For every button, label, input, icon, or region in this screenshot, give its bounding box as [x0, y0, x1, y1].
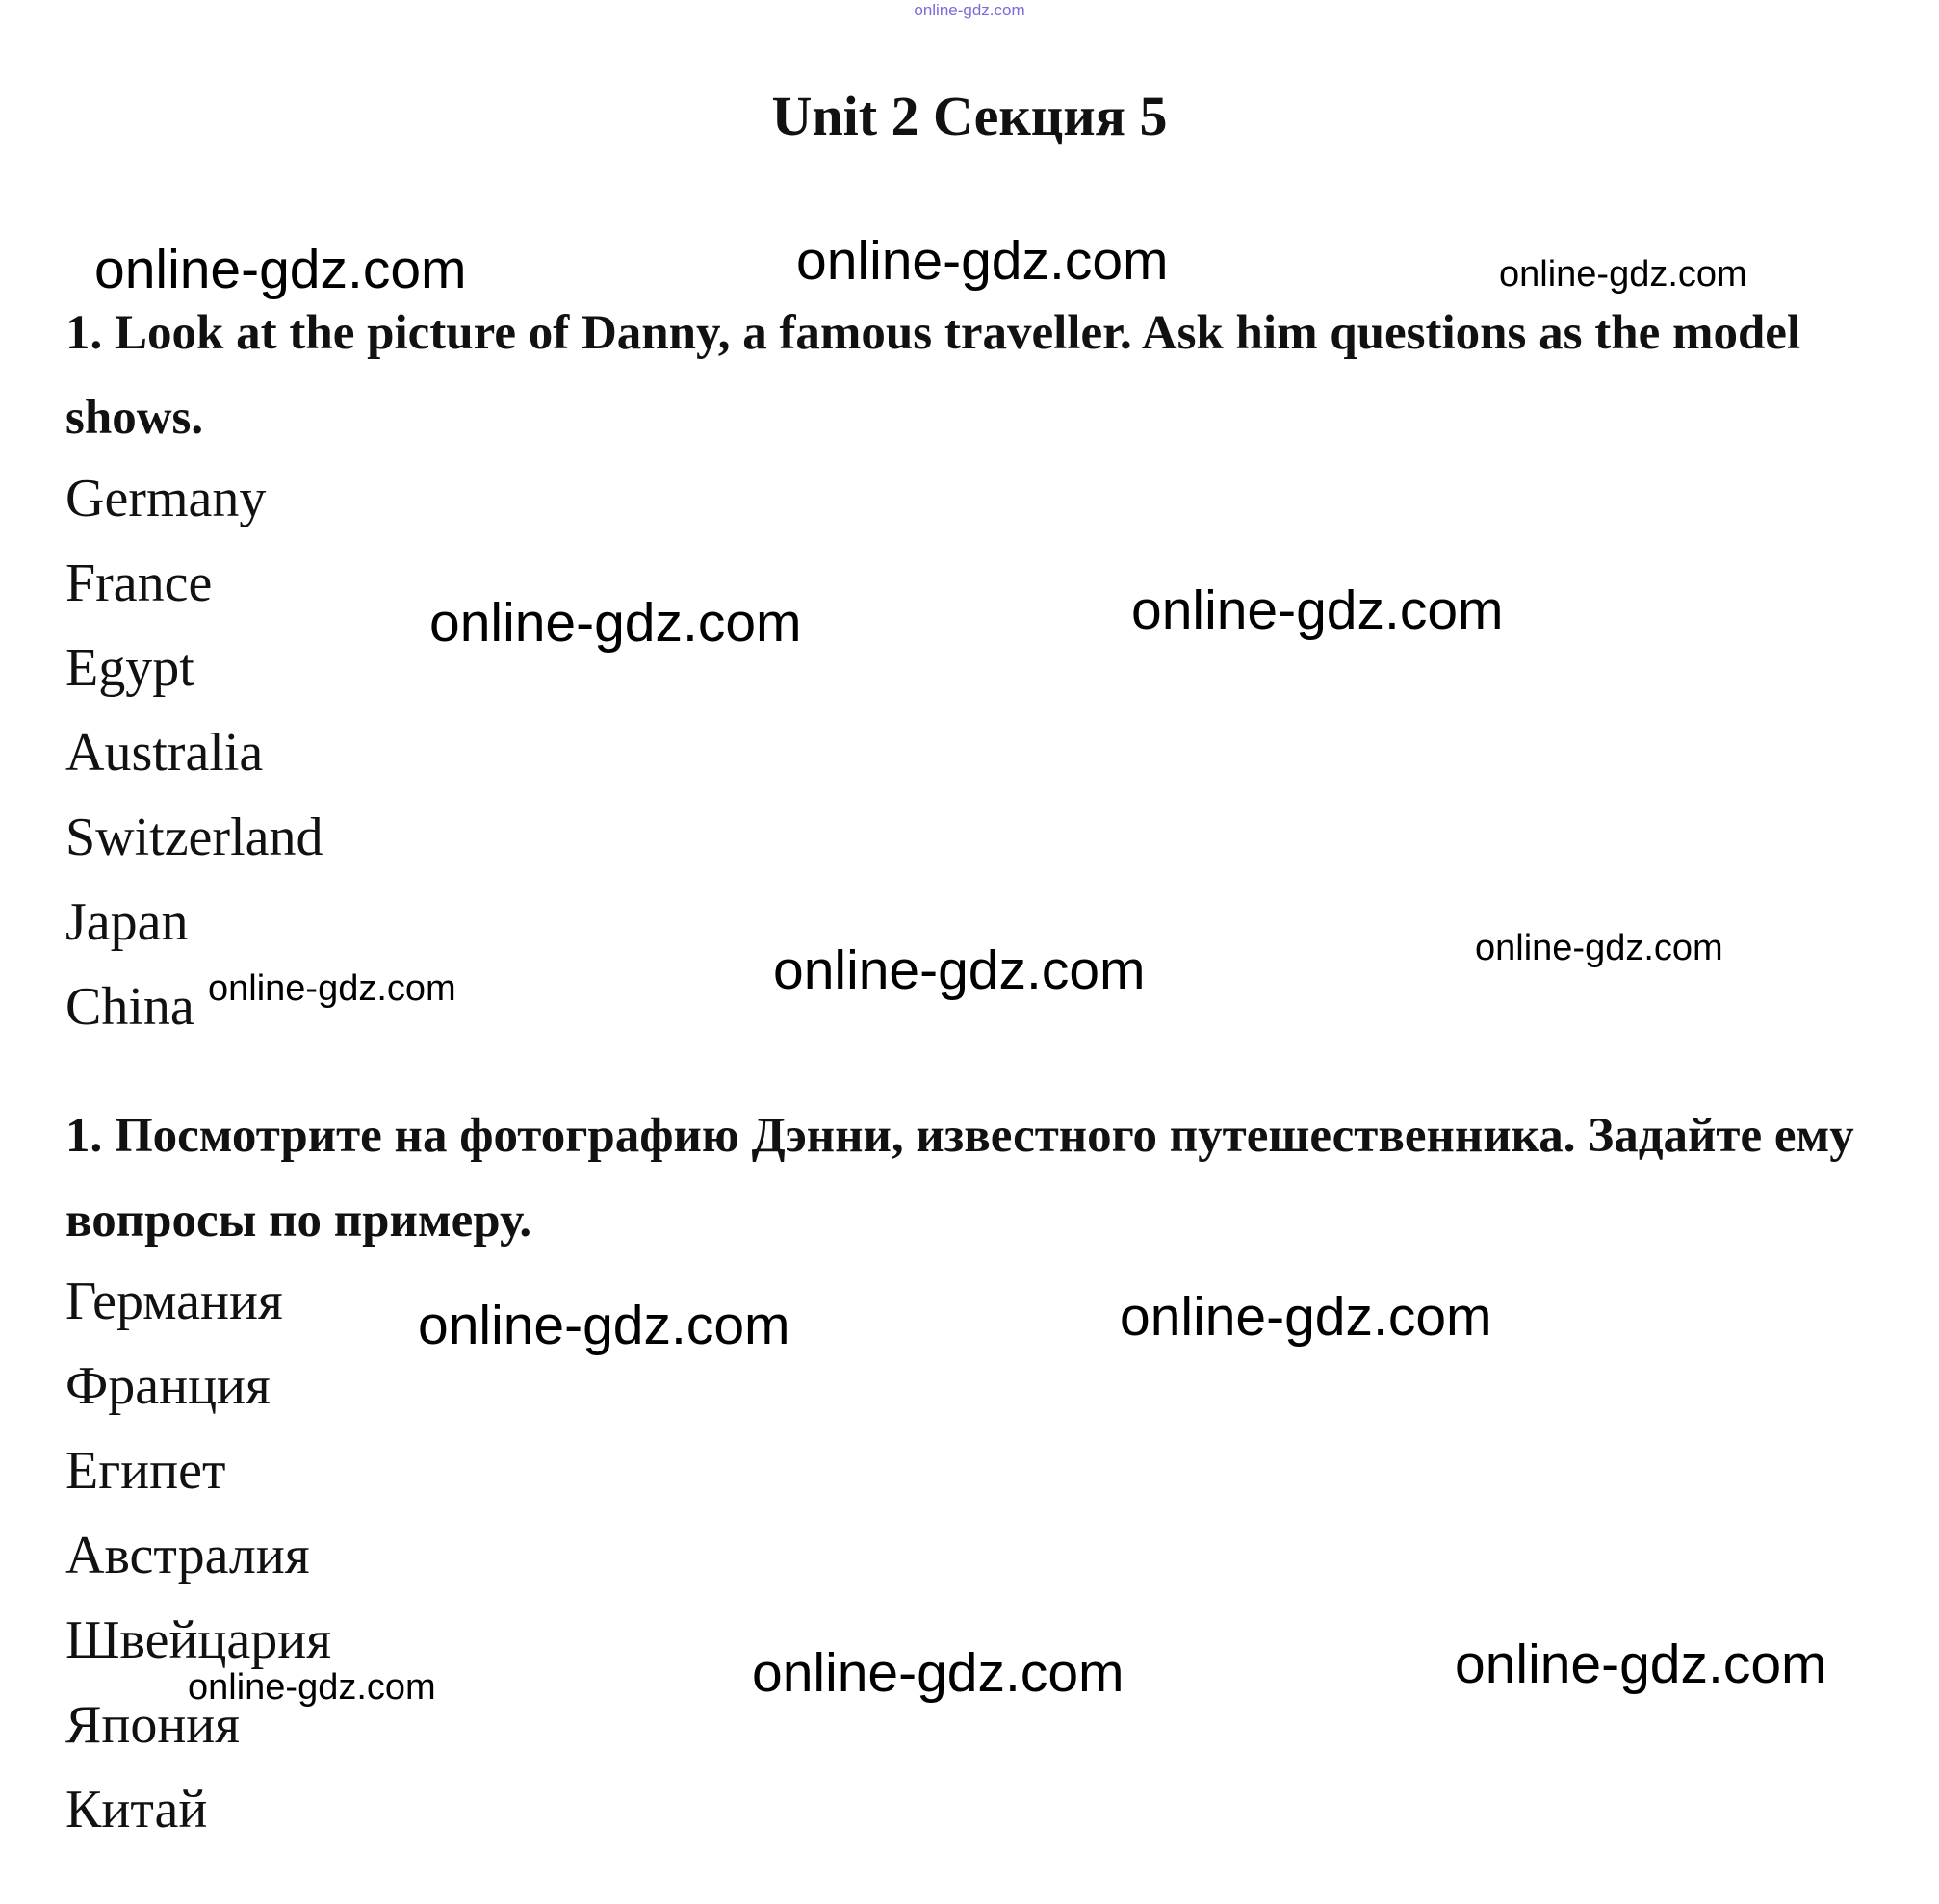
task-ru-word-list — [65, 1259, 331, 1852]
list-item: China — [65, 977, 194, 1037]
list-item: Австралия — [65, 1526, 310, 1585]
list-item: Egypt — [65, 638, 194, 698]
watermark: online-gdz.com — [208, 968, 456, 1009]
list-item: Франция — [65, 1356, 271, 1416]
task-ru-heading: 1. Посмотрите на фотографию Дэнни, известного путешественника. Задайте ему вопросы по примеру. — [65, 1109, 1854, 1248]
list-item: Швейцария — [65, 1610, 331, 1670]
list-item: Китай — [65, 1780, 208, 1840]
task-en-heading: 1. Look at the picture of Danny, a famous traveller. Ask him questions as the model shows. — [65, 306, 1801, 445]
watermark: online-gdz.com — [773, 939, 1146, 1001]
list-item: Германия — [65, 1272, 283, 1331]
watermark: online-gdz.com — [418, 1295, 790, 1356]
task-en-word-list — [65, 456, 323, 1049]
watermark: online-gdz.com — [429, 592, 802, 654]
list-item: Египет — [65, 1441, 226, 1501]
watermark: online-gdz.com — [1475, 928, 1723, 968]
list-item: Switzerland — [65, 808, 323, 867]
header-watermark: online-gdz.com — [914, 1, 1025, 19]
watermark: online-gdz.com — [1499, 254, 1747, 295]
list-item: Japan — [65, 892, 189, 952]
list-item: Australia — [65, 723, 264, 783]
watermark: online-gdz.com — [1455, 1634, 1827, 1695]
watermark: online-gdz.com — [796, 230, 1169, 292]
watermark: online-gdz.com — [752, 1642, 1125, 1704]
list-item: Germany — [65, 469, 267, 528]
watermark: online-gdz.com — [188, 1667, 436, 1708]
watermark: online-gdz.com — [1131, 579, 1504, 641]
page-title: Unit 2 Секция 5 — [771, 85, 1168, 147]
list-item: Япония — [65, 1695, 241, 1755]
list-item: France — [65, 553, 213, 613]
watermark: online-gdz.com — [1120, 1286, 1492, 1348]
watermark: online-gdz.com — [94, 239, 467, 300]
